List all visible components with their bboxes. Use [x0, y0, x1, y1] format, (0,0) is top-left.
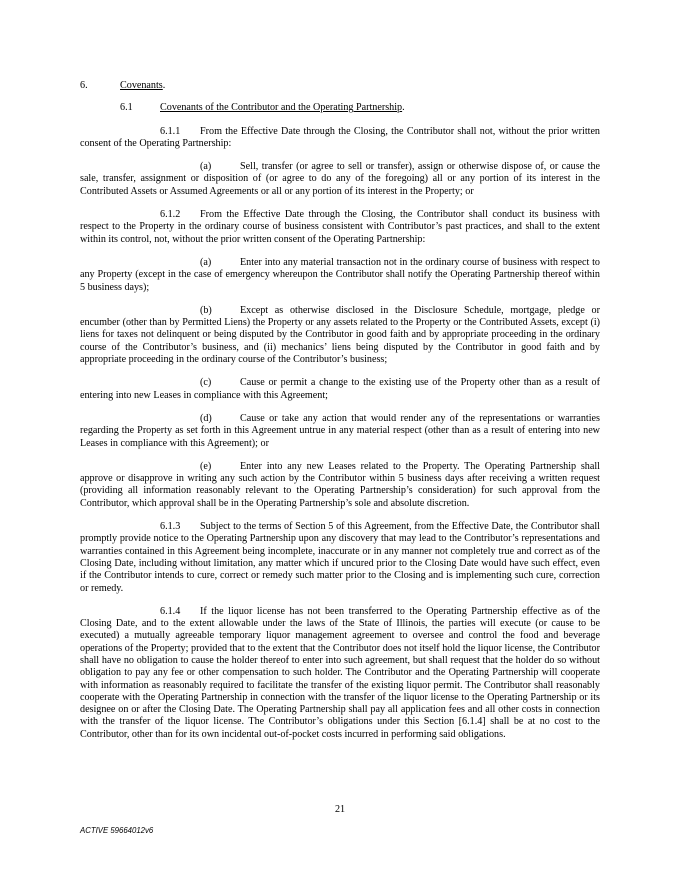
- paragraph-6-1-2-b: [80, 305, 600, 366]
- paragraph-6-1-2-e: [80, 461, 600, 510]
- paragraph-label: (e): [200, 460, 212, 472]
- paragraph-text: From the Effective Date through the Closing, the Contributor shall conduct its business with respect to the Property in the ordinary course of business consistent with Contributor’s past practices, and shall to the extent within its control, not, without the prior written consent of the Operating Partnership:: [80, 209, 600, 245]
- subsection-heading: 6.1 Covenants of the Contributor and the Operating Partnership.: [120, 102, 405, 114]
- paragraph-label: 6.1.2: [160, 209, 181, 221]
- paragraph-text: Cause or permit a change to the existing use of the Property other than as a result of entering into new Leases in compliance with this Agreement;: [80, 377, 600, 401]
- paragraph-6-1-1-a: [80, 161, 600, 198]
- paragraph-text: Enter into any material transaction not in the ordinary course of business with respect to any Property (except in the case of emergency whereupon the Contributor shall notify the Operating Partnership thereof within 5 business days);: [80, 256, 600, 293]
- paragraph-label: (b): [200, 304, 212, 316]
- section-number: 6.: [80, 80, 88, 91]
- paragraph-6-1-3: [80, 521, 600, 595]
- paragraph-6-1-4: [80, 606, 600, 741]
- paragraph-text: Sell, transfer (or agree to sell or transfer), assign or otherwise dispose of, or cause the sale, transfer, assignment or disposition of (or agree to do any of the foregoing) all or any portion of its interest in the Contributed Assets or Assumed Agreements or all or any portion of its interest in the Property; or: [80, 161, 600, 197]
- section-heading: 6. Covenants.: [80, 80, 166, 91]
- paragraph-label: 6.1.1: [160, 125, 181, 137]
- paragraph-text: Cause or take any action that would render any of the representations or warranties regarding the Property as set forth in this Agreement untrue in any material respect (other than as a result of entering into new Leases in compliance with this Agreement); or: [80, 412, 600, 449]
- paragraph-text: Subject to the terms of Section 5 of this Agreement, from the Effective Date, the Contributor shall promptly provide notice to the Operating Partnership upon any discovery that may lead to the Contributor’s representations and warranties contained in this Agreement being incomplete, inaccurate or in any manner not completely true and correct as of the Closing Date, including without limitation, any matter which if uncured prior to the Closing Date would have such effect, even if the Contributor intends to cure, correct or remedy such matter prior to the Closing and is implementing such cure, correction or remedy.: [80, 521, 600, 594]
- paragraph-text: Except as otherwise disclosed in the Disclosure Schedule, mortgage, pledge or encumber (other than by Permitted Liens) the Property or any assets related to the Property or the Contributed Assets, except (i) liens for taxes not delinquent or being disputed by the Contributor in good faith and by appropriate proceeding in the ordinary course of the Contributor’s business, and (ii) mechanics’ liens being disputed by the Contributor in good faith and by appropriate proceeding in the ordinary course of the Contributor’s business;: [80, 304, 600, 366]
- paragraph-text: From the Effective Date through the Closing, the Contributor shall not, without the prior written consent of the Operating Partnership:: [80, 125, 600, 149]
- paragraph-label: (a): [200, 161, 212, 173]
- paragraph-6-1-2-d: [80, 413, 600, 450]
- subsection-title: Covenants of the Contributor and the Operating Partnership: [160, 102, 403, 114]
- paragraph-text: Enter into any new Leases related to the Property. The Operating Partnership shall approve or disapprove in writing any such action by the Contributor within 5 business days after receiving a written request (providing all information reasonably relevant to the Operating Partnership’s consideration) for such approval from the Contributor, which approval shall be in the Operating Partnership’s sole and absolute discretion.: [80, 460, 600, 509]
- paragraph-6-1-1: [80, 126, 600, 151]
- paragraph-6-1-2-c: [80, 377, 600, 402]
- section-title: Covenants: [120, 80, 163, 91]
- document-id-footer: ACTIVE 59664012v6: [80, 826, 154, 835]
- subsection-number: 6.1: [120, 102, 133, 114]
- paragraph-6-1-2-a: [80, 257, 600, 294]
- paragraph-label: (d): [200, 412, 212, 424]
- paragraph-text: If the liquor license has not been transferred to the Operating Partnership effective as of the Closing Date, and to the extent allowable under the laws of the State of Illinois, the parties will execute (or cause to be executed) a mutually agreeable temporary liquor management agreement to oversee and control the food and beverage operations of the Property; provided that to the extent that the Contributor does not itself hold the liquor license, the Contributor shall have no obligation to cause the holder thereof to enter into such agreement, but shall request that the holder do so without obligation to pay any fee or other compensation to such holder. The Contributor and the Operating Partnership will cooperate with information as reasonably required to facilitate the transfer of the existing liquor permit. The Contributor shall reasonably cooperate with the Operating Partnership in connection with the transfer of the liquor license to the Operating Partnership or its designee on or after the Closing Date. The Operating Partnership shall pay all application fees and all other costs in connection with the transfer of the liquor license. The Contributor’s obligations under this Section [6.1.4] shall be at no cost to the Contributor, other than for its own incidental out-of-pocket costs incurred in performing said obligations.: [80, 605, 600, 740]
- paragraph-label: (c): [200, 377, 212, 389]
- paragraph-6-1-2: [80, 209, 600, 246]
- document-body: [80, 80, 600, 752]
- page-number: 21: [334, 804, 346, 815]
- paragraph-label: (a): [200, 256, 212, 268]
- paragraph-label: 6.1.4: [160, 605, 181, 617]
- paragraph-label: 6.1.3: [160, 521, 181, 533]
